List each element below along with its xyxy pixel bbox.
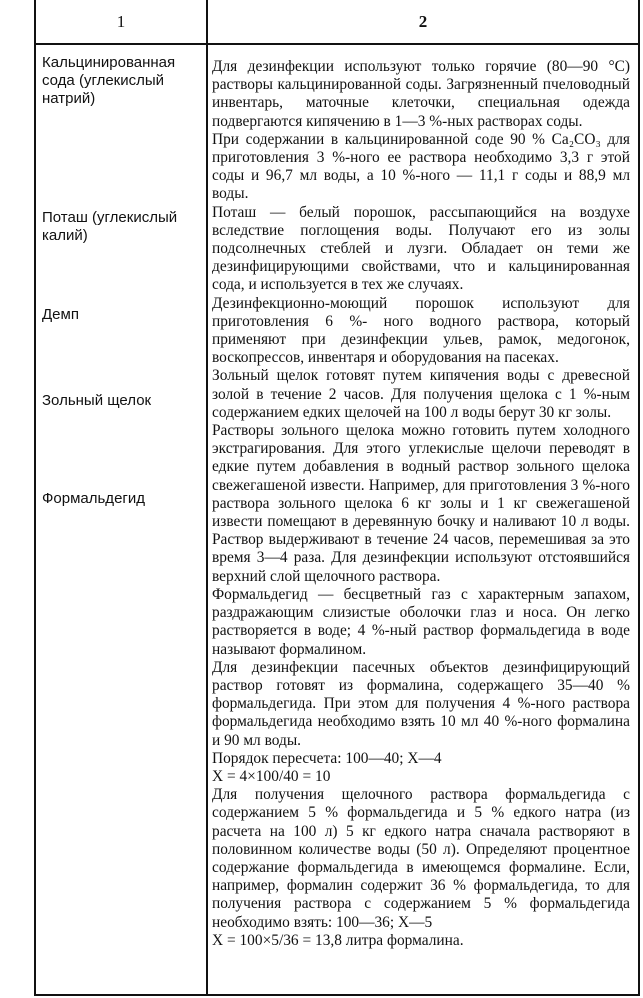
paragraph: Дезинфекционно-моющий порошок используют для приготовления 6 %- ного водного раствора, который применяют при дезинфекции ульев, рамок, медогонок, воскопрессов, инвентаря и оборудования на пасеках. bbox=[212, 294, 630, 367]
header-col1: 1 bbox=[116, 12, 126, 31]
table-header bbox=[36, 0, 638, 45]
paragraph: При содержании в кальцинированной соде 90 % Ca₂CO₃ для приготовления 3 %-ного ее раствора необходимо 3,3 г этой соды и 96,7 мл воды, а 10 %-ного — 11,1 г соды и 88,9 мл воды. bbox=[212, 130, 630, 203]
column-divider bbox=[206, 0, 208, 994]
content-column bbox=[212, 58, 630, 950]
paragraph: X = 100×5/36 = 13,8 литра формалина. bbox=[212, 931, 464, 949]
paragraph: Для получения щелочного раствора формальдегида с содержанием 5 % формальдегида и 5 % едкого натра (из расчета на 100 л) 5 кг едкого натра сначала растворяют в половинном количестве воды (50 л). Определяют процентное содержание формальдегида в имеющемся формалине. Если, например, формалин содержит 36 % формальдегида, то для получения раствора с содержанием 5 % формальдегида необходимо взять: 100—36; X—5 bbox=[212, 786, 630, 931]
paragraph: Формальдегид — бесцветный газ с характерным запахом, раздражающим слизистые оболочки глаз и носа. Он легко растворяется в воде; 4 %-ный раствор формальдегида в воде называют формалином. bbox=[212, 585, 630, 658]
header-col2: 2 bbox=[418, 12, 428, 31]
data-table bbox=[34, 0, 640, 996]
paragraph: Для дезинфекции используют только горячие (80—90 °С) растворы кальцинированной соды. Загрязненный пчеловодный инвентарь, маточные клеточки, специальная одежда подвергаются кипячению в 1—3 %-ных растворах соды. bbox=[212, 58, 630, 130]
term-demp: Демп bbox=[42, 306, 79, 323]
paragraph: Порядок пересчета: 100—40; X—4 bbox=[212, 749, 442, 767]
term-potash: Поташ (углекислый калий) bbox=[42, 209, 178, 244]
paragraph: Зольный щелок готовят путем кипячения воды с древесной золой в течение 2 часов. Для получения щелока с 1 %-ным содержанием едких щелочей на 100 л воды берут 30 кг золы. bbox=[212, 367, 630, 421]
paragraph: Для дезинфекции пасечных объектов дезинфицирующий раствор готовят из формалина, содержащего 35—40 % формальдегида. При этом для получения 4 %-ного раствора формальдегида необходимо взять 10 мл 40 %-ного формалина и 90 мл воды. bbox=[212, 658, 630, 749]
paragraph: Растворы зольного щелока можно готовить путем холодного экстрагирования. Для этого углекислые щелочи переводят в едкие путем добавления в водный раствор зольного щелока свежегашеной извести. Например, для приготовления 3 %-ного раствора зольного щелока 6 кг золы и 1 кг свежегашеной извести помещают в деревянную бочку и наливают 10 л воды. Раствор выдерживают в течение 24 часов, перемешивая за это время 3—4 раза. Для дезинфекции используют отстоявшийся верхний слой щелочного раствора. bbox=[212, 422, 630, 585]
paragraph: Поташ — белый порошок, рассыпающийся на воздухе вследствие поглощения воды. Получают его из золы подсолнечных стеблей и лузги. Обладает он теми же дезинфицирующими свойствами, что и кальцинированная сода, и используется в тех же случаях. bbox=[212, 203, 630, 294]
paragraph: X = 4×100/40 = 10 bbox=[212, 767, 331, 785]
term-ash-lye: Зольный щелок bbox=[42, 392, 152, 409]
term-soda: Кальцинированная сода (углекислый натрий) bbox=[42, 54, 176, 107]
term-formaldehyde: Формальдегид bbox=[42, 490, 146, 507]
